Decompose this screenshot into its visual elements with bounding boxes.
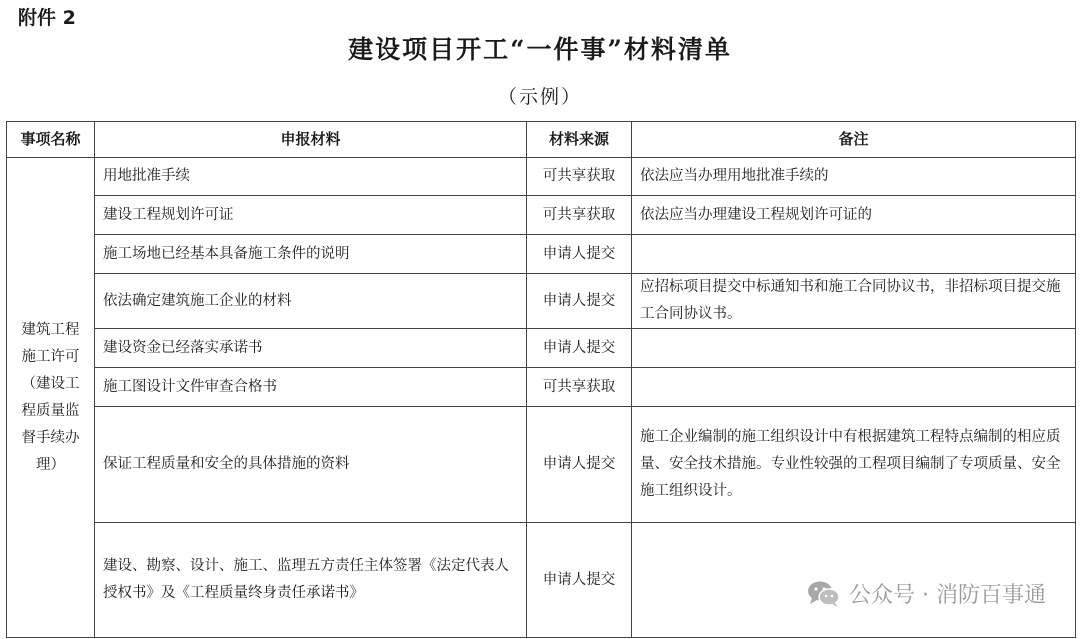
watermark	[807, 578, 1046, 609]
source-cell: 申请人提交	[527, 523, 632, 638]
source-cell: 可共享获取	[527, 368, 632, 407]
material-cell: 施工图设计文件审查合格书	[95, 368, 527, 407]
table-row	[7, 235, 1076, 274]
table-header-row	[7, 122, 1076, 158]
table-row	[7, 329, 1076, 368]
category-cell: 建筑工程施工许可（建设工程质量监督手续办理）	[7, 158, 95, 638]
document-title: 建设项目开工“一件事”材料清单	[348, 35, 732, 64]
source-cell: 申请人提交	[527, 274, 632, 329]
material-cell: 施工场地已经基本具备施工条件的说明	[95, 235, 527, 274]
table-row	[7, 158, 1076, 196]
note-cell: 依法应当办理用地批准手续的	[632, 158, 1076, 196]
column-header-note: 备注	[632, 122, 1076, 158]
material-cell: 建设资金已经落实承诺书	[95, 329, 527, 368]
source-cell: 申请人提交	[527, 407, 632, 523]
note-cell: 依法应当办理建设工程规划许可证的	[632, 196, 1076, 235]
material-cell: 用地批准手续	[95, 158, 527, 196]
note-cell: 应招标项目提交中标通知书和施工合同协议书，非招标项目提交施工合同协议书。	[632, 274, 1076, 329]
note-cell: 施工企业编制的施工组织设计中有根据建筑工程特点编制的相应质量、安全技术措施。专业性较强的工程项目编制了专项质量、安全施工组织设计。	[632, 407, 1076, 523]
attachment-label: 附件 2	[18, 7, 76, 29]
column-header-item: 事项名称	[7, 122, 95, 158]
note-cell	[632, 235, 1076, 274]
column-header-material: 申报材料	[95, 122, 527, 158]
source-cell: 申请人提交	[527, 235, 632, 274]
wechat-icon	[807, 580, 841, 608]
source-cell: 可共享获取	[527, 158, 632, 196]
table-row	[7, 407, 1076, 523]
source-cell: 可共享获取	[527, 196, 632, 235]
note-cell	[632, 329, 1076, 368]
note-cell	[632, 368, 1076, 407]
table-row	[7, 368, 1076, 407]
material-cell: 建设、勘察、设计、施工、监理五方责任主体签署《法定代表人授权书》及《工程质量终身责任承诺书》	[95, 523, 527, 638]
source-cell: 申请人提交	[527, 329, 632, 368]
document-subtitle: （示例）	[497, 86, 582, 108]
material-cell: 依法确定建筑施工企业的材料	[95, 274, 527, 329]
materials-table	[6, 121, 1076, 638]
material-cell: 建设工程规划许可证	[95, 196, 527, 235]
material-cell: 保证工程质量和安全的具体措施的资料	[95, 407, 527, 523]
column-header-source: 材料来源	[527, 122, 632, 158]
watermark-text: 公众号 · 消防百事通	[849, 583, 1046, 608]
table-row	[7, 196, 1076, 235]
table-row	[7, 274, 1076, 329]
